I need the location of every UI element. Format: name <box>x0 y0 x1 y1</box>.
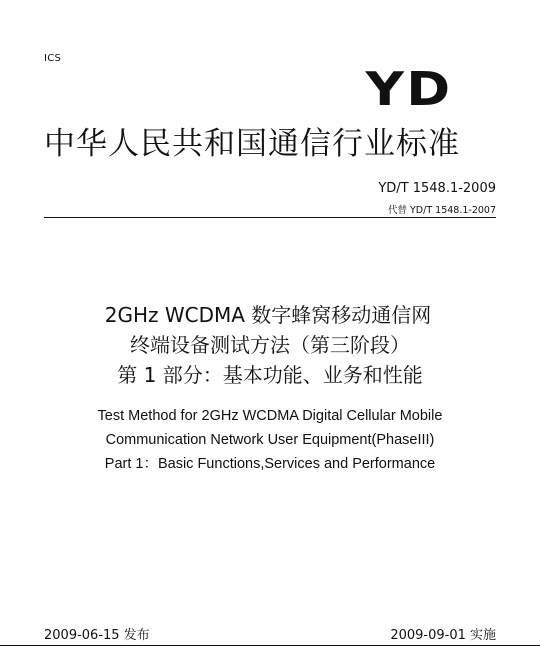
chinese-title-line: 第 1 部分：基本功能、业务和性能 <box>117 363 423 387</box>
english-title <box>0 404 540 476</box>
header-divider <box>44 217 496 218</box>
yd-logo: YD <box>365 62 452 116</box>
chinese-title-line: 2GHz WCDMA 数字蜂窝移动通信网 <box>104 303 432 327</box>
english-title-line: Test Method for 2GHz WCDMA Digital Cellular Mobile <box>97 408 443 424</box>
publication-date: 2009-06-15 发布 <box>44 628 150 643</box>
english-title-line: Part 1：Basic Functions,Services and Performance <box>104 456 436 472</box>
organization-title: 中华人民共和国通信行业标准 <box>44 126 460 162</box>
replaced-standard: 代替 YD/T 1548.1-2007 <box>387 205 496 216</box>
footer-divider <box>0 645 540 646</box>
ics-code: ICS <box>44 53 62 64</box>
implementation-date: 2009-09-01 实施 <box>390 628 496 643</box>
english-title-line: Communication Network User Equipment(PhaseIII) <box>105 432 435 448</box>
chinese-title-line: 终端设备测试方法（第三阶段） <box>130 333 410 357</box>
standard-number: YD/T 1548.1-2009 <box>378 181 496 196</box>
chinese-title <box>0 300 540 390</box>
